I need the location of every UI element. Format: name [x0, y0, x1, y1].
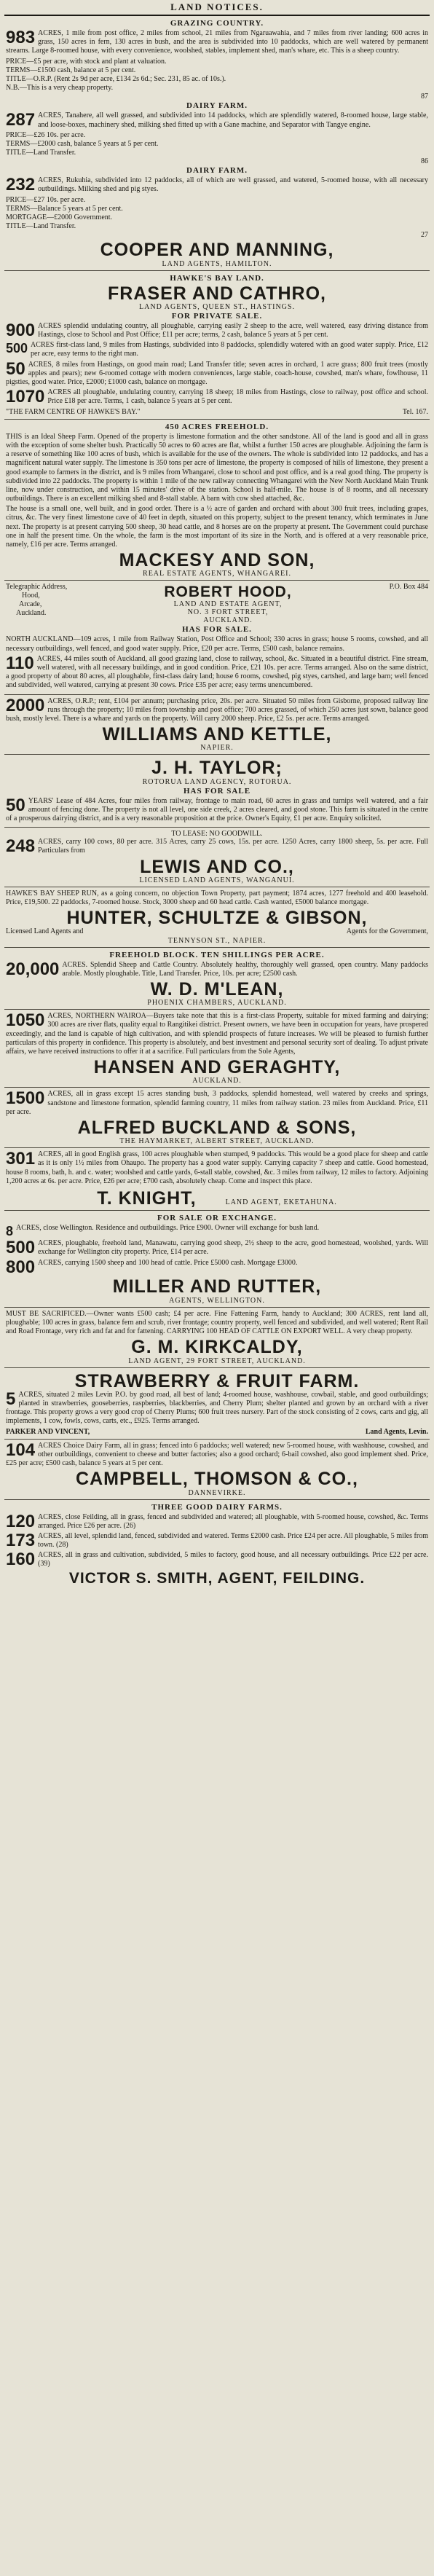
ad-text: ACRES, all in grass and cultivation, subdivided, 5 miles to factory, good house, and all necessary outbuildings. Price £22 per acre. (39) [38, 1551, 428, 1568]
ad-text: ACRES Choice Dairy Farm, all in grass; fenced into 6 paddocks; well watered; new 5-roomed house, with washhouse, cowshed, and other outbuildings, convenient to cheese and butter factories; also a good orchard; 6-bail cowshed, also good implement shed. Price, £25 per acre; £500 cash, balance 5 years at 5 per cent. [6, 1441, 428, 1468]
ad-line: TERMS—£2000 cash, balance 5 years at 5 per cent. [6, 139, 159, 148]
telegraphic-address [6, 583, 93, 618]
agent-address: AUCKLAND. [192, 1077, 242, 1085]
acreage-number: 5 [6, 1389, 16, 1409]
ad-paragraph: NORTH AUCKLAND—109 acres, 1 mile from Railway Station, Post Office and School; 330 acres in grass; house 5 rooms, cowshed, and all necessary outbuildings, well fenced, and good water supply. Price, £20 per acre. Terms, £500 cash, balance remains. [6, 635, 428, 653]
acreage-number: 800 [6, 1257, 36, 1277]
agent-name: WILLIAMS AND KETTLE, [102, 724, 332, 745]
ad-strawberry-farm [4, 1368, 430, 1440]
acreage-number: 232 [6, 175, 36, 195]
ad-line: N.B.—This is a very cheap property. [6, 84, 114, 93]
ad-gm-kirkcaldy [4, 1308, 430, 1368]
telegraphic-line: Hood, [22, 592, 40, 600]
ad-t-knight [4, 1148, 430, 1211]
agent-address: LAND AGENTS, QUEEN ST., HASTINGS. [139, 302, 295, 311]
telegraphic-line: Arcade, [19, 600, 42, 609]
acreage-number: 120 [6, 1511, 36, 1531]
acreage-number: 50 [6, 795, 25, 815]
agent-address: NAPIER. [200, 744, 234, 753]
ad-line: TITLE—O.R.P. (Rent 2s 9d per acre, £134 2s 6d.; Sec. 231, 85 ac. of 10s.). [6, 74, 226, 83]
ad-paragraph [6, 111, 428, 129]
ad-text: ACRES, all in grass except 15 acres standing bush, 3 paddocks, splendid homestead, well watered by creeks and springs, sandstone and limestone formation, splendid farming country, 11 miles from railway station. 23 miles from Auckland. Price, £11 per acre. [6, 1090, 428, 1116]
agent-address: PHOENIX CHAMBERS, AUCKLAND. [147, 999, 287, 1008]
ad-text: ACRES, 1 mile from post office, 2 miles from school, 21 miles from Ngaruawahia, and 7 miles from river landing; 600 acres in grass, 150 acres in fern, 130 acres in bush, and the area is subdivided into 10 paddocks, which are well watered by permanent streams. Large 8-roomed house, with every convenience, woolshed, stables, implement shed, man's whare, etc. This is a sheep country. [6, 29, 428, 55]
ad-text: ACRES, situated 2 miles Levin P.O. by good road, all best of land; 4-roomed house, washhouse, cowbail, stable, and good outbuildings; planted in strawberries, gooseberries, raspberries, blackberries, and Cherry Plum; shelter planted and grown by an orchard with a river frontage. This property grows a very good crop of Cherry Plums; 600 fruit trees nursery. Part of the stock consisting of 2 cows, carts and gig, all implements, 1 cow, fowls, cows, carts, etc., £925. Terms arranged. [6, 1390, 428, 1426]
agent-credential-right: Agents for the Government, [346, 927, 428, 936]
ad-text: ACRES. Splendid Sheep and Cattle Country. Absolutely healthy, thoroughly well grassed, open country. Many paddocks arable. Mostly ploughable. Title, Land Transfer. Price, 10s. per acre; £2500 cash. [62, 960, 428, 978]
ad-paragraph: MUST BE SACRIFICED.—Owner wants £500 cash; £4 per acre. Fine Fattening Farm, handy to Auckland; 300 ACRES, rent land all, ploughable; 100 acres in grass, balance fern and scrub, river frontage; country property, well fenced and subdivided, and well watered; Rent Rail and Road Frontage, very rich and fat and for fattening. CARRYING 100 HEAD OF CATTLE ON EXPORT WELL. A very cheap property. [6, 1309, 428, 1336]
agent-address-line: AUCKLAND. [203, 616, 253, 625]
ad-heading: HAS FOR SALE [183, 786, 251, 796]
ad-paragraph [6, 341, 428, 358]
agent-address-line: LAND AND ESTATE AGENT, [173, 600, 283, 609]
agent-name: HANSEN AND GERAGHTY, [93, 1057, 341, 1078]
acreage-number: 104 [6, 1440, 36, 1460]
ad-title: STRAWBERRY & FRUIT FARM. [74, 1370, 360, 1391]
telegraphic-label: Telegraphic Address, [6, 583, 68, 592]
ad-ref: 86 [421, 157, 428, 166]
agent-address: LAND AGENTS, HAMILTON. [162, 259, 272, 268]
agent-credential-left: Licensed Land Agents and [6, 927, 84, 936]
ad-paragraph [6, 1150, 428, 1186]
ad-line: TITLE—Land Transfer. [6, 222, 76, 231]
ad-line: PRICE—£27 10s. per acre. [6, 195, 86, 204]
acreage-number: 900 [6, 320, 36, 340]
acreage-number: 1070 [6, 387, 45, 407]
ad-jh-taylor [4, 755, 430, 828]
ad-line: TERMS—Balance 5 years at 5 per cent. [6, 204, 123, 213]
agent-footer [6, 1428, 428, 1437]
agent-name: MILLER AND RUTTER, [112, 1276, 322, 1297]
ad-robert-hood [4, 581, 430, 694]
ad-heading: HAS FOR SALE. [182, 625, 252, 635]
ad-paragraph [6, 1090, 428, 1117]
agent-name: LEWIS AND CO., [140, 856, 294, 877]
agent-center [93, 583, 363, 624]
agent-name: CAMPBELL, THOMSON & CO., [76, 1469, 358, 1490]
acreage-number: 110 [6, 653, 34, 673]
ad-paragraph [6, 655, 428, 691]
acreage-number: 20,000 [6, 959, 60, 979]
agent-name: VICTOR S. SMITH, AGENT, FEILDING. [68, 1569, 366, 1587]
po-box: P.O. Box 484 [389, 583, 428, 592]
ad-footer [6, 408, 428, 417]
ad-paragraph [6, 1012, 428, 1056]
ad-heading: FREEHOLD BLOCK. TEN SHILLINGS PER ACRE. [109, 950, 325, 959]
ad-heading: 450 ACRES FREEHOLD. [165, 422, 269, 431]
ad-paragraph [6, 1259, 428, 1276]
ad-mackesy-son [4, 420, 430, 581]
ad-paragraph: THIS is an Ideal Sheep Farm. Opened of the property is limestone formation and the other sandstone. All of the land is good and all in grass with the exception of some shelter bush. Practically 50 acres to 60 acres are flat, whilst a further 150 acres are ploughable. Adjoining the farm is a reserve of something like 100 acres of bush, which is available for the use of the owners. The whole is subdivided into 12 paddocks, and has a magnificent natural water supply. The limestone is 350 tons per acre of limestone, the property is composed of hills of limestone, they present a good example to farmers in the district, and is 9 miles from Whangarei, close to school and post office, and is a real good thing. The property is subdivided into 22 paddocks. The property is within 1 mile of the new railway connecting Whangarei with the New North Auckland Main Trunk line, now under construction, and within 15 minutes' drive of the station. School is half-mile. The house is of 8 rooms, and all necessary outbuildings. There is an excellent milking shed and 8-stall stable. A barn with cow shed attached, &c. [6, 432, 428, 503]
ad-paragraph [6, 1442, 428, 1469]
ad-paragraph [6, 961, 428, 978]
agent-address: AGENTS, WELLINGTON. [169, 1296, 265, 1305]
ad-heading: TO LEASE: NO GOODWILL. [171, 830, 263, 839]
agent-address: LAND AGENT, 29 FORT STREET, AUCKLAND. [128, 1356, 306, 1365]
ad-text: ACRES, O.R.P.; rent, £104 per annum; purchasing price, 20s. per acre. Situated 50 miles from Gisborne, proposed railway line runs through the property; 10 miles from township and post office; 700 acres grassed, of which 250 acres just sown, balance good bush, mostly level. There is a whare and yards on the property. Will carry 2000 sheep. Price, £2 5s. per acre. Terms arranged. [6, 696, 428, 723]
ad-line: TERMS—£1500 cash, balance at 5 per cent. [6, 66, 136, 74]
agent-name: G. M. KIRKCALDY, [131, 1337, 303, 1358]
ad-heading: FOR SALE OR EXCHANGE. [157, 1214, 277, 1223]
ad-text: ACRES, Rukuhia, subdivided into 12 paddocks, all of which are well grassed, and watered, 5-roomed house, with all necessary outbuildings. Milking shed and pig styes. [38, 176, 428, 194]
ad-slogan: "THE FARM CENTRE OF HAWKE'S BAY." [6, 407, 141, 416]
acreage-number: 8 [6, 1224, 14, 1239]
agent-address: Land Agents, Levin. [365, 1427, 428, 1436]
ad-text: ACRES, ploughable, freehold land, Manawatu, carrying good sheep, 2½ sheep to the acre, good homestead, woolshed, yards. Will exchange for Wellington city property. Price, £14 per acre. [38, 1239, 428, 1257]
ad-text: YEARS' Lease of 484 Acres, four miles from railway, frontage to main road, 60 acres in grass and turnips well watered, and a fair amount of fencing done. The property is not all level, one side creek, 2 acres cleared, and good stone. This farm is situated in the centre of a prosperous dairying district, and is a very reasonable proposition at the price. Owner's Equity, £1 per acre. Enquiry solicited. [6, 796, 428, 823]
page-title: LAND NOTICES. [4, 1, 430, 16]
acreage-number: 50 [6, 358, 25, 379]
ad-paragraph [6, 697, 428, 724]
acreage-number: 1050 [6, 1010, 45, 1031]
ad-text: ACRES, NORTHERN WAIROA—Buyers take note that this is a first-class Property, suitable for mixed farming and dairying; 300 acres are river flats, quality equal to Rangitikei district. Present owners, we have been in occupation for years, have prospered exceedingly, and the land is capable of high cultivation, and with splendid prospects of future increases. We will be pleased to furnish further particulars of this property in confidence. This property is absolutely, and best investment and personal security sort of dealing. To adjust private affairs, we have received instructions to offer it at a sacrifice. Full particulars from the Sole Agents, [6, 1012, 428, 1056]
ad-heading: DAIRY FARM. [186, 101, 248, 111]
ad-text: ACRES, close Wellington. Residence and outbuildings. Price £900. Owner will exchange for bush land. [16, 1224, 320, 1233]
agent-address: DANNEVIRKE. [188, 1488, 246, 1497]
acreage-number: 1500 [6, 1088, 45, 1109]
ad-text: ACRES first-class land, 9 miles from Hastings, subdivided into 8 paddocks, splendidly watered with an good water supply. Price, £12 per acre, easy terms to the right man. [31, 341, 428, 358]
ad-hansen-geraghty [4, 1010, 430, 1088]
ad-williams-kettle [4, 695, 430, 755]
agent-name: ALFRED BUCKLAND & SONS, [77, 1118, 357, 1139]
agent-address: LAND AGENT, EKETAHUNA. [225, 1198, 337, 1207]
acreage-number: 248 [6, 836, 36, 857]
agent-address: THE HAYMARKET, ALBERT STREET, AUCKLAND. [119, 1137, 315, 1146]
ad-lewis-co [4, 828, 430, 887]
ad-line: PRICE—£5 per acre, with stock and plant at valuation. [6, 57, 167, 66]
ad-line: MORTGAGE—£2000 Government. [6, 213, 113, 221]
acreage-number: 287 [6, 110, 36, 130]
ad-paragraph [6, 176, 428, 194]
ad-paragraph [6, 388, 428, 406]
ad-ref: 87 [421, 93, 428, 101]
agent-address-line: NO. 3 FORT STREET, [187, 608, 269, 617]
acreage-number: 301 [6, 1149, 36, 1169]
ad-paragraph [6, 1513, 428, 1531]
ad-alfred-buckland [4, 1088, 430, 1148]
acreage-number: 500 [6, 1238, 36, 1258]
ad-miller-rutter [4, 1211, 430, 1307]
ad-paragraph: The house is a small one, well built, and in good order. There is a ½ acre of garden and orchard with about 300 fruit trees, including grapes, citrus, &c. The very finest limestone cave of 40 feet in depth, situated on this property, subject to the present tenancy, which terminates in June next. The property is at present carrying 500 sheep, 30 head cattle, and 8 horses are on the property at present. The Government could purchase one in half the present time. On the whole, the farm is the most important of its size in the North, and is offered at a very reasonable price, namely, £16 per acre. Terms arranged. [6, 505, 428, 549]
ad-paragraph [6, 1391, 428, 1426]
ad-text: ACRES, 44 miles south of Auckland, all good grazing land, close to railway, school, &c. Situated in a beautiful district. Fine stream, well watered, with all necessary buildings, and in good condition. Price, £21 10s. per acre. Terms arranged. Also on the same district, a good property of about 80 acres, all ploughable, first-class dairy land; house 6 rooms, cowshed, pig styes, cartshed, and large barn; well fenced and subdivided, well watered, carrying at present 30 cows. Price £35 per acre; easy terms unencumbered. [6, 654, 428, 690]
ad-line: TITLE—Land Transfer. [6, 149, 76, 157]
ad-text: ACRES, all level, splendid land, fenced, subdivided and watered. Terms £2000 cash. Price £24 per acre. All ploughable, 5 miles from town. (28) [38, 1531, 428, 1550]
agent-name: J. H. TAYLOR; [151, 758, 283, 779]
agent-masthead [6, 583, 428, 624]
ad-paragraph: HAWKE'S BAY SHEEP RUN, as a going concern, no objection Town Property, part payment; 1874 acres, 1277 freehold and 400 leasehold. Price, £19,500. 22 paddocks, 7-roomed house. Stock, 3000 sheep and 60 head cattle. Cash wanted, £5000 balance mortgage. [6, 889, 428, 907]
ad-line: PRICE—£26 10s. per acre. [6, 130, 86, 139]
ad-paragraph [6, 1532, 428, 1550]
ad-text: ACRES, all in good English grass, 100 acres ploughable when stumped, 9 paddocks. This would be a good place for sheep and cattle as it is only 1½ miles from Ohaupo. The property has a good water supply. Carrying capacity 7 sheep and cattle. Good homestead, house 8 rooms, bath, h. and c. water; woolshed and cattle yards, 6-stall stable, cowshed, &c. 3 miles from railway, 12 miles to factory. Adjoining 1,200 acres at 6s. per acre. Price, £26 per acre; £700 cash, absolutely cheap. Come and inspect this place. [6, 1150, 428, 1185]
ad-text: ACRES, 8 miles from Hastings, on good main road; Land Transfer title; seven acres in orchard, 1 acre grass; 800 fruit trees (mostly apples and pears); new 6-roomed cottage with modern conveniences, large stable, coach-house, cowshed, man's whare, fowlhouse, 11 pigsties, good water. Price, £2000; £1000 cash, balance on mortgage. [6, 360, 428, 386]
agent-name: T. KNIGHT, [97, 1188, 197, 1209]
ad-paragraph [6, 838, 428, 855]
ad-heading: THREE GOOD DAIRY FARMS. [151, 1502, 283, 1512]
agent-address: REAL ESTATE AGENTS, WHANGAREI. [143, 570, 291, 578]
ad-text: ACRES, Tanahere, all well grassed, and subdivided into 14 paddocks, which are splendidly watered, 8-roomed house, large stable, and loose-boxes, machinery shed, milking shed fitted up with a Gane machine, and Separator with Tangye engine. [38, 111, 428, 129]
ad-victor-smith [4, 1500, 430, 1589]
agent-name: COOPER AND MANNING, [100, 240, 334, 261]
ad-paragraph [6, 322, 428, 339]
ad-paragraph [6, 1239, 428, 1257]
ad-paragraph [6, 1551, 428, 1568]
ad-fraser-cathro [4, 271, 430, 420]
agent-name: HUNTER, SCHULTZE & GIBSON, [66, 908, 368, 929]
ad-text: ACRES, close Feilding, all in grass, fenced and subdivided and watered; all ploughable, with 5-roomed house, cowshed, &c. Terms arranged. Price £26 per acre. (26) [38, 1512, 428, 1530]
agent-name: MACKESY AND SON, [119, 550, 315, 571]
acreage-number: 160 [6, 1550, 36, 1570]
ad-ref: 27 [421, 231, 428, 240]
ad-heading: GRAZING COUNTRY. [170, 19, 264, 28]
ad-paragraph [6, 358, 428, 388]
agent-name: PARKER AND VINCENT, [6, 1427, 90, 1436]
acreage-number: 500 [6, 341, 28, 356]
acreage-number: 983 [6, 28, 36, 47]
telegraphic-line: Auckland. [16, 609, 47, 618]
ad-heading: HAWKE'S BAY LAND. [170, 273, 264, 283]
agent-masthead [6, 1187, 428, 1208]
agent-address: TENNYSON ST., NAPIER. [167, 936, 267, 945]
land-notices-page [4, 0, 430, 1589]
ad-wd-mlean [4, 948, 430, 1010]
ad-campbell-thomson [4, 1440, 430, 1500]
agent-credentials [6, 927, 428, 936]
acreage-number: 2000 [6, 695, 45, 715]
ad-text: ACRES splendid undulating country, all ploughable, carrying easily 2 sheep to the acre, well watered, easy driving distance from Hastings, close to School and Post Office; £11 per acre; terms, 2 cash, balance 5 years at 5 per cent. [38, 321, 428, 339]
ad-subheading: FOR PRIVATE SALE. [171, 311, 263, 321]
acreage-number: 173 [6, 1530, 36, 1550]
ad-text: ACRES, carry 100 cows, 80 per acre. 315 Acres, carry 25 cows, 15s. per acre. 1250 Acres, carry 1800 sheep, 5s. per acre. Full Particulars from [38, 838, 428, 855]
agent-name: FRASER AND CATHRO, [108, 283, 326, 304]
ad-paragraph [6, 29, 428, 56]
agent-name: W. D. M'LEAN, [150, 979, 284, 1000]
agent-name: ROBERT HOOD, [164, 584, 292, 601]
ad-paragraph [6, 1224, 428, 1238]
ad-cooper-manning [4, 16, 430, 271]
ad-text: ACRES, carrying 1500 sheep and 100 head of cattle. Price £5000 cash. Mortgage £3000. [38, 1258, 298, 1267]
agent-address: LICENSED LAND AGENTS, WANGANUI. [139, 876, 295, 884]
ad-telephone: Tel. 167. [402, 407, 428, 416]
ad-paragraph [6, 797, 428, 824]
agent-address: ROTORUA LAND AGENCY, ROTORUA. [142, 777, 292, 786]
ad-hunter-schultze-gibson [4, 887, 430, 948]
ad-text: ACRES all ploughable, undulating country, carrying 18 sheep; 18 miles from Hastings, close to railway, post office and school. Price £18 per acre. Terms, 1 cash, balance 5 years at 5 per cent. [47, 388, 428, 406]
ad-heading: DAIRY FARM. [186, 166, 248, 176]
